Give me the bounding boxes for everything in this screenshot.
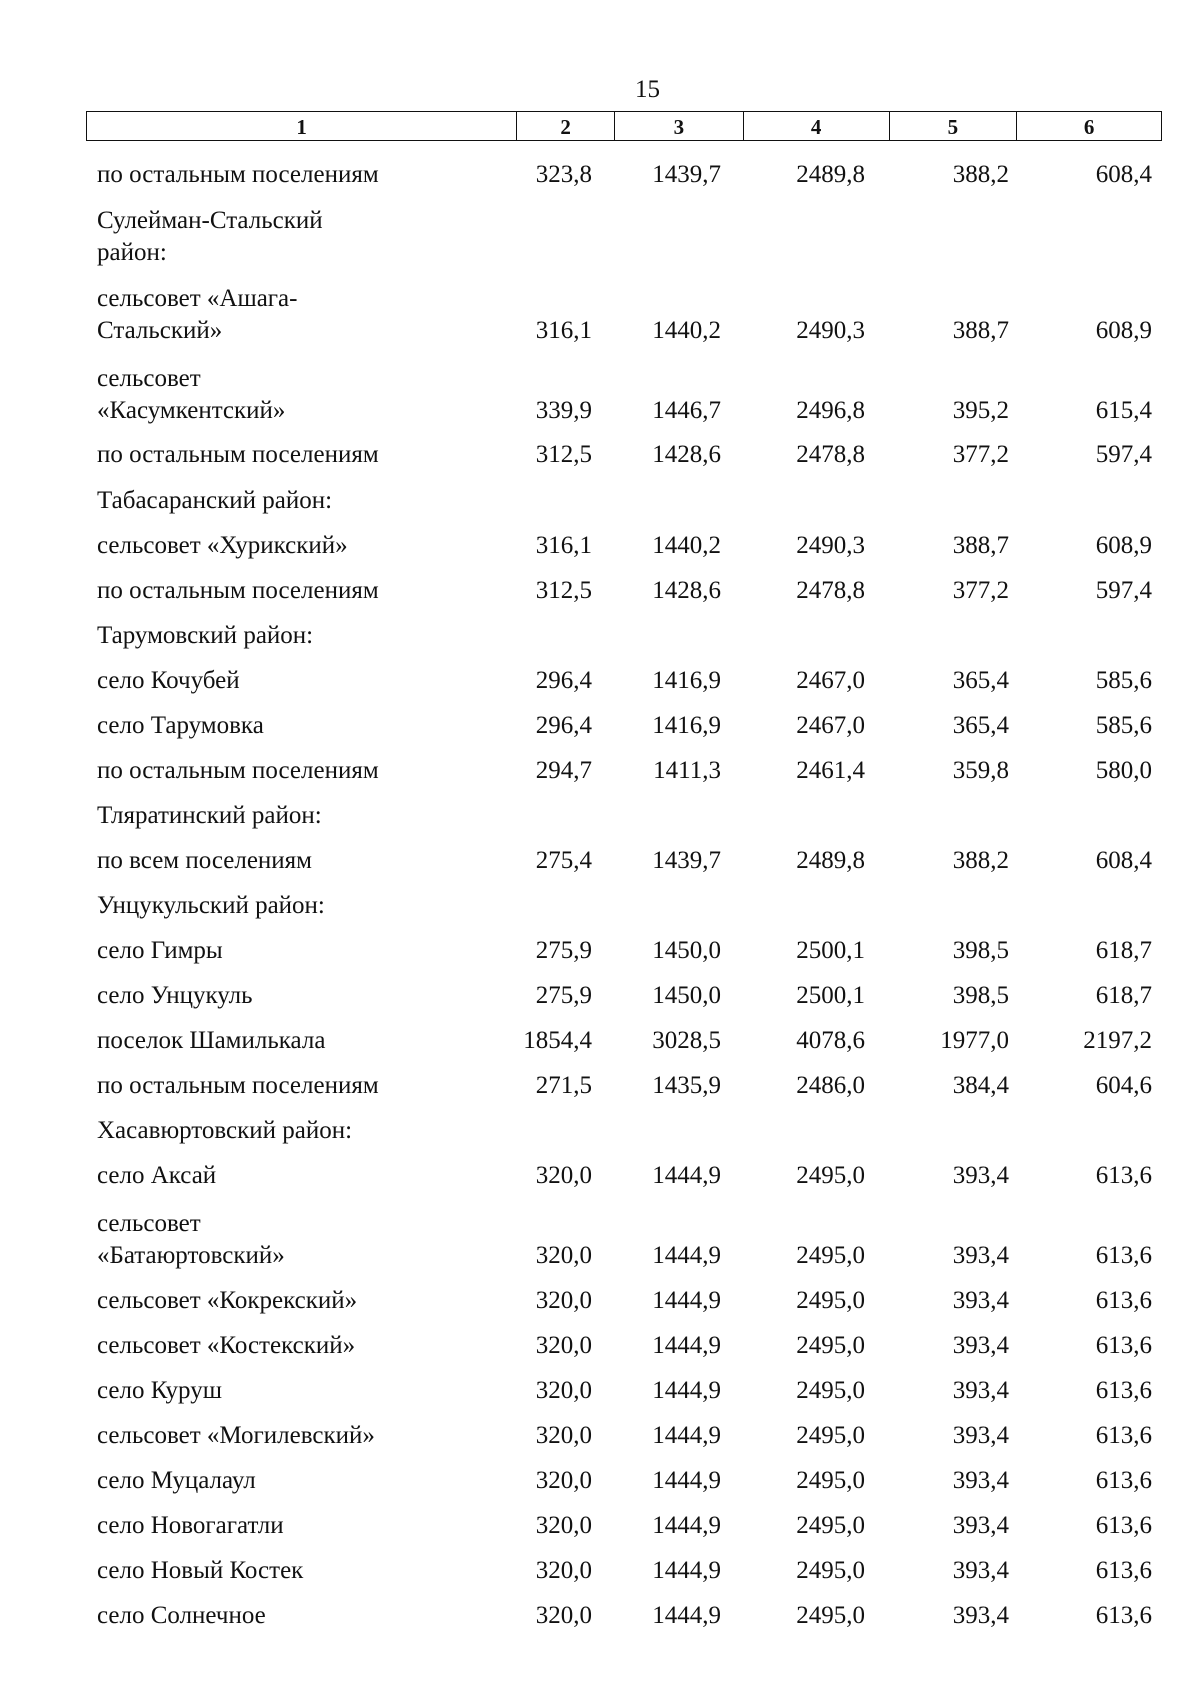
cell-col-6: 613,6 <box>1095 1332 1152 1359</box>
cell-col-5: 393,4 <box>952 1602 1009 1629</box>
cell-col-5: 393,4 <box>952 1422 1009 1449</box>
row-label: сельсовет «Хурикский» <box>97 532 348 559</box>
row-label: село Солнечное <box>97 1602 266 1629</box>
cell-col-4: 2495,0 <box>796 1377 865 1404</box>
cell-col-6: 618,7 <box>1095 982 1152 1009</box>
cell-col-6: 613,6 <box>1095 1242 1152 1269</box>
row-label: сельсовет «Ашага- Стальский» <box>97 285 298 344</box>
cell-col-5: 398,5 <box>952 937 1009 964</box>
cell-col-3: 1450,0 <box>652 937 721 964</box>
cell-col-3: 1444,9 <box>652 1422 721 1449</box>
cell-col-6: 613,6 <box>1095 1467 1152 1494</box>
cell-col-3: 1440,2 <box>652 532 721 559</box>
cell-col-4: 2489,8 <box>796 161 865 188</box>
row-label: сельсовет «Костекский» <box>97 1332 356 1359</box>
cell-col-2: 271,5 <box>535 1072 592 1099</box>
cell-col-2: 312,5 <box>535 577 592 604</box>
row-label: село Новогагатли <box>97 1512 284 1539</box>
cell-col-4: 2495,0 <box>796 1332 865 1359</box>
cell-col-2: 320,0 <box>535 1422 592 1449</box>
cell-col-3: 1428,6 <box>652 441 721 468</box>
cell-col-2: 320,0 <box>535 1162 592 1189</box>
cell-col-5: 393,4 <box>952 1162 1009 1189</box>
cell-col-4: 2486,0 <box>796 1072 865 1099</box>
cell-col-3: 1450,0 <box>652 982 721 1009</box>
cell-col-6: 613,6 <box>1095 1422 1152 1449</box>
row-label: поселок Шамилькала <box>97 1027 326 1054</box>
cell-col-2: 320,0 <box>535 1242 592 1269</box>
cell-col-3: 1444,9 <box>652 1377 721 1404</box>
row-label: сельсовет «Батаюртовский» <box>97 1210 285 1269</box>
row-label: сельсовет «Могилевский» <box>97 1422 375 1449</box>
row-label: село Унцукуль <box>97 982 253 1009</box>
cell-col-5: 377,2 <box>952 577 1009 604</box>
cell-col-6: 618,7 <box>1095 937 1152 964</box>
cell-col-5: 393,4 <box>952 1377 1009 1404</box>
row-label: село Кочубей <box>97 667 240 694</box>
cell-col-5: 388,7 <box>952 317 1009 344</box>
cell-col-3: 1416,9 <box>652 667 721 694</box>
row-label: Тарумовский район: <box>97 622 314 649</box>
cell-col-2: 320,0 <box>535 1377 592 1404</box>
table-header <box>86 111 1162 141</box>
cell-col-2: 339,9 <box>535 397 592 424</box>
row-label: по остальным поселениям <box>97 757 379 784</box>
cell-col-4: 2467,0 <box>796 667 865 694</box>
row-label: Табасаранский район: <box>97 487 333 514</box>
cell-col-3: 1444,9 <box>652 1242 721 1269</box>
cell-col-3: 1439,7 <box>652 847 721 874</box>
row-label: Хасавюртовский район: <box>97 1117 353 1144</box>
row-label: по остальным поселениям <box>97 161 379 188</box>
cell-col-4: 2495,0 <box>796 1162 865 1189</box>
row-label: по всем поселениям <box>97 847 313 874</box>
cell-col-2: 296,4 <box>535 712 592 739</box>
cell-col-6: 613,6 <box>1095 1602 1152 1629</box>
cell-col-3: 1444,9 <box>652 1557 721 1584</box>
cell-col-3: 1444,9 <box>652 1287 721 1314</box>
cell-col-4: 2461,4 <box>796 757 865 784</box>
cell-col-6: 615,4 <box>1095 397 1152 424</box>
row-label: по остальным поселениям <box>97 441 379 468</box>
cell-col-5: 388,2 <box>952 161 1009 188</box>
cell-col-6: 608,4 <box>1095 847 1152 874</box>
row-label: село Муцалаул <box>97 1467 256 1494</box>
cell-col-6: 613,6 <box>1095 1557 1152 1584</box>
cell-col-4: 2490,3 <box>796 532 865 559</box>
cell-col-4: 2495,0 <box>796 1557 865 1584</box>
cell-col-5: 393,4 <box>952 1287 1009 1314</box>
cell-col-6: 613,6 <box>1095 1377 1152 1404</box>
cell-col-3: 1444,9 <box>652 1332 721 1359</box>
cell-col-4: 2495,0 <box>796 1242 865 1269</box>
cell-col-3: 3028,5 <box>652 1027 721 1054</box>
cell-col-3: 1444,9 <box>652 1602 721 1629</box>
cell-col-5: 384,4 <box>952 1072 1009 1099</box>
cell-col-2: 296,4 <box>535 667 592 694</box>
row-label: по остальным поселениям <box>97 577 379 604</box>
cell-col-5: 388,7 <box>952 532 1009 559</box>
cell-col-2: 320,0 <box>535 1602 592 1629</box>
cell-col-4: 2490,3 <box>796 317 865 344</box>
row-label: сельсовет «Кокрекский» <box>97 1287 358 1314</box>
header-col-5: 5 <box>890 112 1018 140</box>
row-label: сельсовет «Касумкентский» <box>97 365 286 424</box>
cell-col-2: 320,0 <box>535 1332 592 1359</box>
cell-col-2: 316,1 <box>535 317 592 344</box>
cell-col-3: 1435,9 <box>652 1072 721 1099</box>
cell-col-6: 585,6 <box>1095 712 1152 739</box>
cell-col-3: 1440,2 <box>652 317 721 344</box>
cell-col-3: 1446,7 <box>652 397 721 424</box>
cell-col-6: 2197,2 <box>1083 1027 1152 1054</box>
cell-col-3: 1444,9 <box>652 1512 721 1539</box>
cell-col-6: 608,4 <box>1095 161 1152 188</box>
cell-col-6: 613,6 <box>1095 1162 1152 1189</box>
cell-col-6: 608,9 <box>1095 317 1152 344</box>
page-number: 15 <box>635 76 660 103</box>
cell-col-5: 365,4 <box>952 712 1009 739</box>
cell-col-2: 320,0 <box>535 1287 592 1314</box>
row-label: Сулейман-Стальский район: <box>97 207 323 266</box>
cell-col-2: 275,9 <box>535 937 592 964</box>
cell-col-4: 2500,1 <box>796 982 865 1009</box>
cell-col-6: 597,4 <box>1095 441 1152 468</box>
row-label: Тляратинский район: <box>97 802 322 829</box>
cell-col-4: 2495,0 <box>796 1422 865 1449</box>
cell-col-2: 294,7 <box>535 757 592 784</box>
cell-col-6: 613,6 <box>1095 1287 1152 1314</box>
cell-col-3: 1428,6 <box>652 577 721 604</box>
cell-col-6: 580,0 <box>1095 757 1152 784</box>
cell-col-5: 359,8 <box>952 757 1009 784</box>
row-label: по остальным поселениям <box>97 1072 379 1099</box>
cell-col-2: 320,0 <box>535 1512 592 1539</box>
cell-col-4: 2500,1 <box>796 937 865 964</box>
cell-col-4: 2495,0 <box>796 1467 865 1494</box>
header-col-4: 4 <box>744 112 890 140</box>
header-col-6: 6 <box>1083 115 1095 139</box>
cell-col-2: 320,0 <box>535 1557 592 1584</box>
header-col-3: 3 <box>615 112 744 140</box>
cell-col-3: 1411,3 <box>653 757 721 784</box>
cell-col-2: 316,1 <box>535 532 592 559</box>
cell-col-4: 2489,8 <box>796 847 865 874</box>
cell-col-5: 395,2 <box>952 397 1009 424</box>
row-label: село Новый Костек <box>97 1557 304 1584</box>
cell-col-5: 388,2 <box>952 847 1009 874</box>
cell-col-5: 393,4 <box>952 1557 1009 1584</box>
cell-col-5: 393,4 <box>952 1467 1009 1494</box>
cell-col-2: 312,5 <box>535 441 592 468</box>
cell-col-4: 2478,8 <box>796 577 865 604</box>
cell-col-4: 2495,0 <box>796 1287 865 1314</box>
cell-col-4: 2495,0 <box>796 1602 865 1629</box>
cell-col-6: 585,6 <box>1095 667 1152 694</box>
header-col-2: 2 <box>517 112 615 140</box>
cell-col-4: 2495,0 <box>796 1512 865 1539</box>
cell-col-2: 323,8 <box>535 161 592 188</box>
cell-col-5: 393,4 <box>952 1332 1009 1359</box>
cell-col-6: 604,6 <box>1095 1072 1152 1099</box>
row-label: Унцукульский район: <box>97 892 325 919</box>
cell-col-2: 320,0 <box>535 1467 592 1494</box>
cell-col-5: 393,4 <box>952 1242 1009 1269</box>
row-label: село Тарумовка <box>97 712 264 739</box>
header-col-1: 1 <box>87 112 517 140</box>
cell-col-4: 2467,0 <box>796 712 865 739</box>
cell-col-2: 275,9 <box>535 982 592 1009</box>
cell-col-2: 1854,4 <box>523 1027 592 1054</box>
cell-col-3: 1444,9 <box>652 1467 721 1494</box>
row-label: село Куруш <box>97 1377 222 1404</box>
cell-col-6: 597,4 <box>1095 577 1152 604</box>
cell-col-6: 613,6 <box>1095 1512 1152 1539</box>
cell-col-4: 4078,6 <box>796 1027 865 1054</box>
cell-col-5: 365,4 <box>952 667 1009 694</box>
cell-col-4: 2478,8 <box>796 441 865 468</box>
cell-col-3: 1439,7 <box>652 161 721 188</box>
row-label: село Гимры <box>97 937 223 964</box>
cell-col-2: 275,4 <box>535 847 592 874</box>
cell-col-4: 2496,8 <box>796 397 865 424</box>
cell-col-3: 1444,9 <box>652 1162 721 1189</box>
cell-col-3: 1416,9 <box>652 712 721 739</box>
cell-col-5: 398,5 <box>952 982 1009 1009</box>
cell-col-5: 1977,0 <box>940 1027 1009 1054</box>
cell-col-5: 393,4 <box>952 1512 1009 1539</box>
cell-col-6: 608,9 <box>1095 532 1152 559</box>
row-label: село Аксай <box>97 1162 217 1189</box>
cell-col-5: 377,2 <box>952 441 1009 468</box>
